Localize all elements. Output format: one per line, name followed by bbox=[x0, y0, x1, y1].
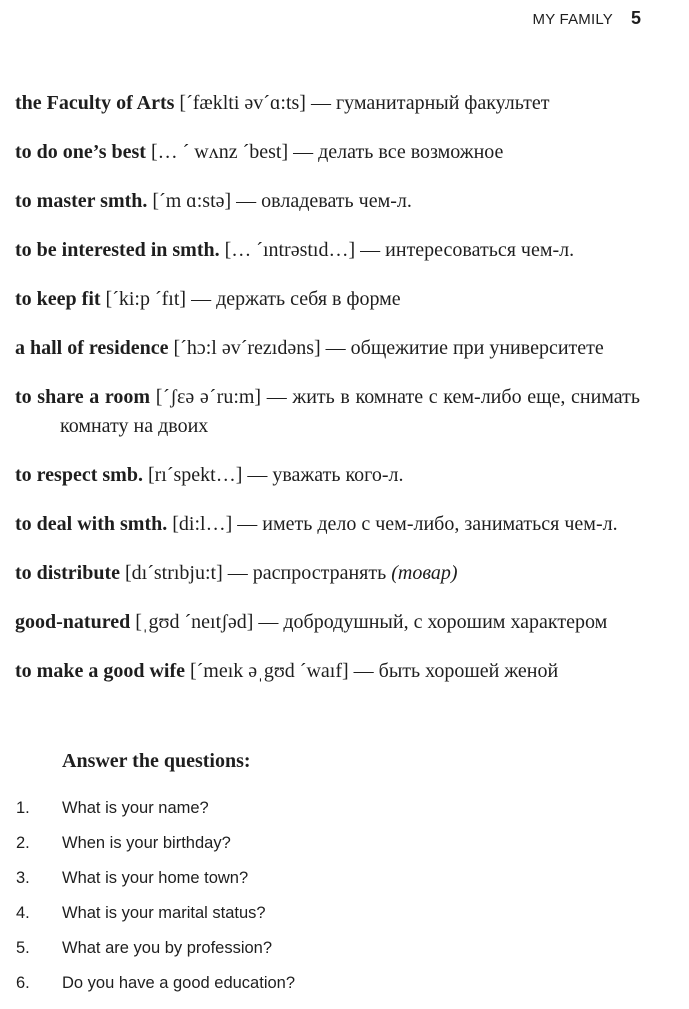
glossary-transcription: [ˊfækltі əvˊɑ:ts] bbox=[179, 92, 306, 114]
glossary-translation: овладевать чем-л. bbox=[261, 190, 412, 212]
glossary-term: to do one’s best bbox=[15, 141, 146, 163]
glossary-term: to keep fit bbox=[15, 288, 101, 310]
glossary-transcription: [di:l…] bbox=[172, 513, 233, 535]
glossary-entry: to distribute [dıˊstrıbju:t] — распространять (товар) bbox=[15, 562, 458, 584]
glossary-entry: to make a good wife [ˊmeık əˌgʊd ˊwaıf] — быть хорошей женой bbox=[15, 660, 559, 682]
glossary-note: (товар) bbox=[391, 562, 458, 584]
section-title: MY FAMILY bbox=[532, 11, 613, 28]
glossary-term: to be interested in smth. bbox=[15, 239, 220, 261]
glossary-entry: to share a room [ˊʃɛə əˊru:m] — жить в комнате с кем-либо еще, снимать комнату на двоих bbox=[15, 386, 641, 437]
glossary-transcription: [ˊʃɛə əˊru:m] bbox=[155, 386, 262, 408]
question-item bbox=[16, 834, 295, 869]
page-header bbox=[533, 8, 641, 29]
question-number: 3. bbox=[16, 869, 30, 887]
glossary-entry: a hall of residence [ˊhɔ:l əvˊrezıdəns] — общежитие при университете bbox=[15, 337, 604, 359]
glossary-term: a hall of residence bbox=[15, 337, 169, 359]
glossary-transcription: [ˌgʊd ˊneıtʃəd] bbox=[135, 611, 254, 633]
glossary-translation: распространять bbox=[252, 562, 387, 584]
glossary-transcription: [ˊmeık əˌgʊd ˊwaıf] bbox=[189, 660, 349, 682]
question-item bbox=[16, 904, 295, 939]
glossary-transcription: [rıˊspekt…] bbox=[147, 464, 243, 486]
question-number: 2. bbox=[16, 834, 30, 852]
glossary-term: good-natured bbox=[15, 611, 131, 633]
glossary-translation: уважать кого-л. bbox=[272, 464, 404, 486]
glossary-entry: to do one’s best [… ˊ wʌnz ˊbest] — делать все возможное bbox=[15, 141, 504, 163]
glossary-term: to respect smb. bbox=[15, 464, 143, 486]
question-item bbox=[16, 939, 295, 974]
glossary-term: to master smth. bbox=[15, 190, 148, 212]
glossary-term: to deal with smth. bbox=[15, 513, 168, 535]
question-text: What is your marital status? bbox=[62, 904, 266, 922]
glossary-translation: иметь дело с чем-либо, заниматься чем-л. bbox=[262, 513, 618, 535]
questions-heading: Answer the questions: bbox=[62, 750, 251, 772]
question-item bbox=[16, 869, 295, 904]
glossary-translation: добродушный, с хорошим характером bbox=[283, 611, 608, 633]
questions-list bbox=[16, 799, 295, 1009]
question-text: When is your birthday? bbox=[62, 834, 231, 852]
glossary-translation: гуманитарный факультет bbox=[335, 92, 550, 114]
question-item bbox=[16, 799, 295, 834]
glossary-transcription: [… ˊ wʌnz ˊbest] bbox=[150, 141, 289, 163]
glossary-term: to make a good wife bbox=[15, 660, 185, 682]
glossary-transcription: [ˊhɔ:l əvˊrezıdəns] bbox=[173, 337, 321, 359]
question-text: Do you have a good education? bbox=[62, 974, 296, 992]
glossary-transcription: [ˊm ɑ:stə] bbox=[152, 190, 232, 212]
question-number: 5. bbox=[16, 939, 30, 957]
glossary-translation: общежитие при университете bbox=[350, 337, 604, 359]
glossary-entry: to keep fit [ˊki:p ˊfıt] — держать себя в форме bbox=[15, 288, 401, 310]
question-item bbox=[16, 974, 295, 1009]
glossary-transcription: [dıˊstrıbju:t] bbox=[125, 562, 223, 584]
glossary-translation: быть хорошей женой bbox=[378, 660, 559, 682]
glossary-translation: жить в комнате с кем-либо еще, снимать комнату на двоих bbox=[60, 386, 641, 437]
page-number: 5 bbox=[630, 8, 641, 28]
glossary-translation: держать себя в форме bbox=[216, 288, 401, 310]
question-text: What is your home town? bbox=[62, 869, 249, 887]
glossary-term: the Faculty of Arts bbox=[15, 92, 175, 114]
glossary-entry: the Faculty of Arts [ˊfækltі əvˊɑ:ts] — гуманитарный факультет bbox=[15, 92, 550, 114]
question-text: What are you by profession? bbox=[62, 939, 273, 957]
glossary-transcription: [ˊki:p ˊfıt] bbox=[105, 288, 187, 310]
glossary-term: to share a room bbox=[15, 386, 151, 408]
glossary-translation: интересоваться чем-л. bbox=[385, 239, 575, 261]
glossary-transcription: [… ˊıntrəstıd…] bbox=[224, 239, 356, 261]
glossary-entry: good-natured [ˌgʊd ˊneıtʃəd] — добродушный, с хорошим характером bbox=[15, 611, 608, 633]
glossary-entry: to master smth. [ˊm ɑ:stə] — овладевать чем-л. bbox=[15, 190, 412, 212]
question-text: What is your name? bbox=[62, 799, 209, 817]
glossary-entry: to be interested in smth. [… ˊıntrəstıd…] — интересоваться чем-л. bbox=[15, 239, 575, 261]
glossary-term: to distribute bbox=[15, 562, 120, 584]
glossary-list bbox=[15, 69, 640, 693]
glossary-entry: to respect smb. [rıˊspekt…] — уважать кого-л. bbox=[15, 464, 404, 486]
glossary-translation: делать все возможное bbox=[318, 141, 504, 163]
question-number: 1. bbox=[16, 799, 30, 817]
question-number: 4. bbox=[16, 904, 30, 922]
question-number: 6. bbox=[16, 974, 30, 992]
glossary-entry: to deal with smth. [di:l…] — иметь дело с чем-либо, заниматься чем-л. bbox=[15, 513, 618, 535]
